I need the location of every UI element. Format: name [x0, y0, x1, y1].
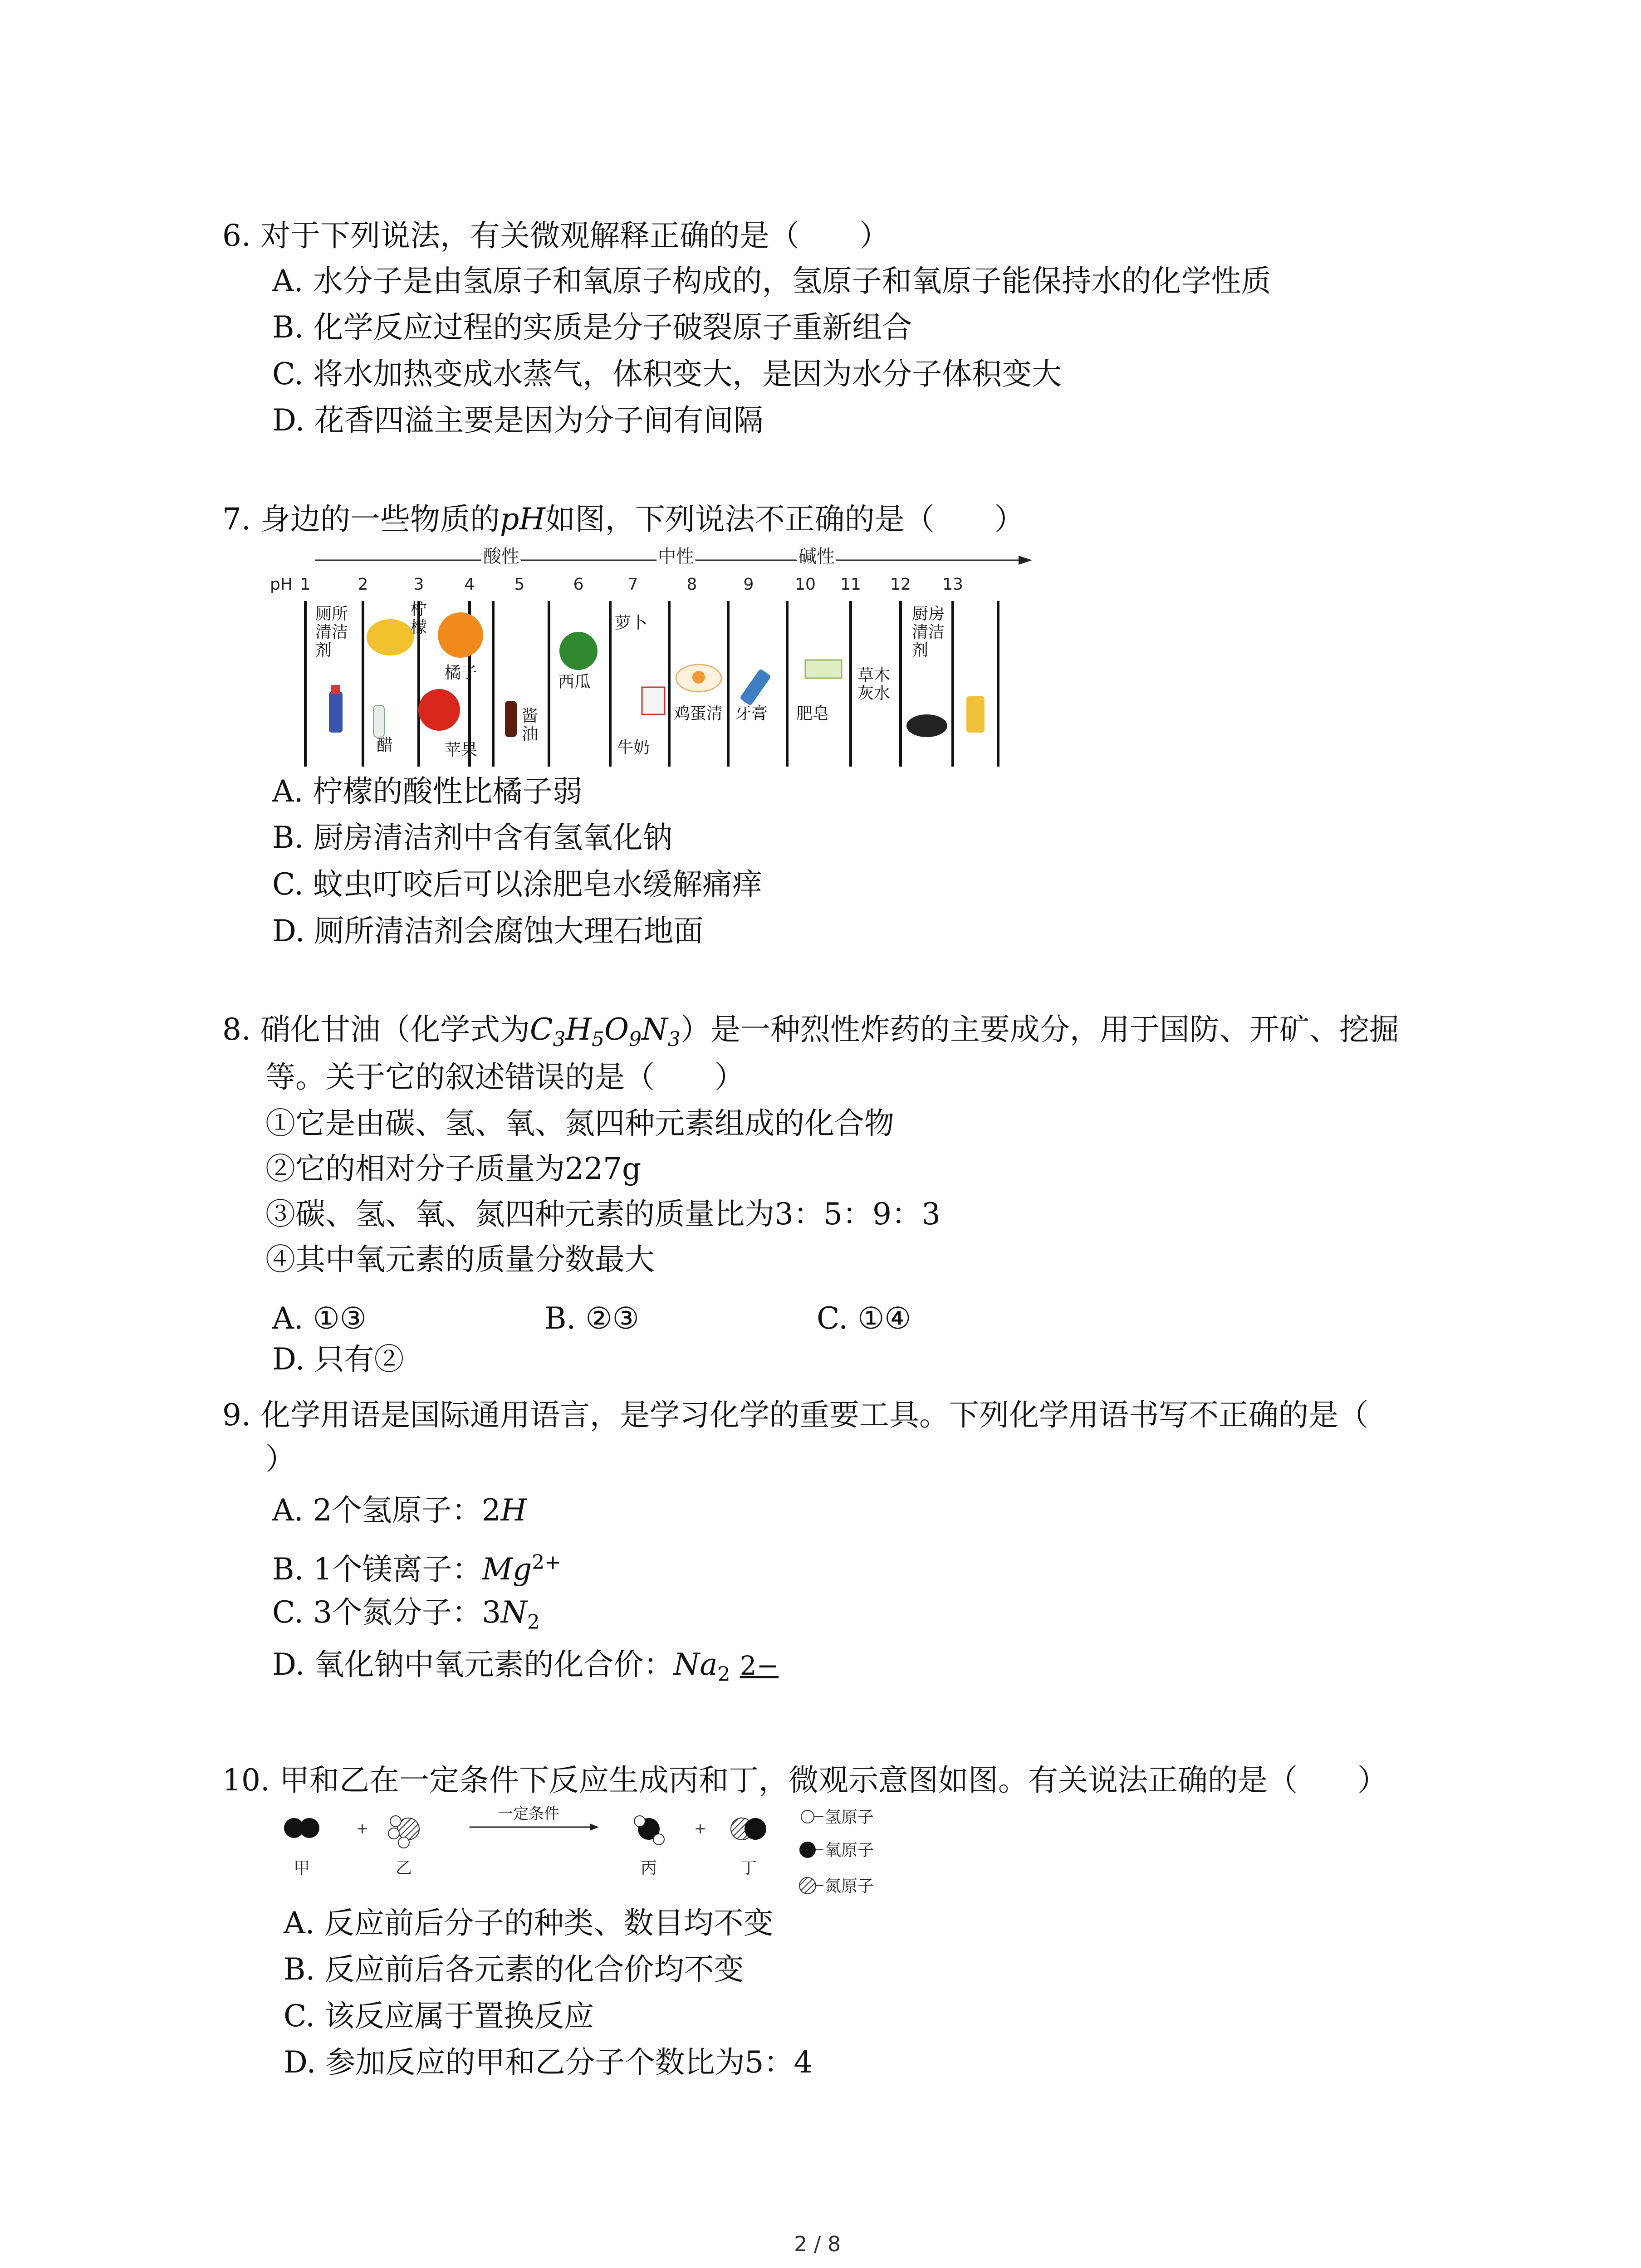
ph-tick-8: 8: [686, 575, 697, 594]
label-yi: 乙: [395, 1859, 412, 1877]
svg-text:+: +: [356, 1820, 368, 1837]
q7-option-a: A. 柠檬的酸性比橘子弱: [272, 774, 583, 809]
q7-stem: 7. 身边的一些物质的pH如图，下列说法不正确的是（ ）: [222, 502, 1024, 537]
q8-option-a: A. ①③: [272, 1301, 367, 1336]
q9-option-a: A. 2个氢原子：2H: [272, 1493, 527, 1528]
ph-tick-12: 12: [890, 575, 911, 594]
label-jia: 甲: [293, 1859, 310, 1877]
ph-item-label: 厨房清洁剂: [912, 605, 945, 660]
ph-tick-2: 2: [358, 575, 368, 594]
legend-nitrogen: 氮原子: [825, 1877, 874, 1896]
ph-item-label: 苹果: [445, 741, 478, 759]
label-bing: 丙: [640, 1859, 657, 1877]
q6-option-d: D. 花香四溢主要是因为分子间有间隔: [272, 403, 764, 438]
q8-statement-1: ①它是由碳、氢、氧、氮四种元素组成的化合物: [265, 1106, 894, 1141]
ph-item-label: 酱油: [522, 707, 539, 743]
legend-hydrogen: 氢原子: [825, 1808, 874, 1827]
ph-tick-3: 3: [413, 575, 424, 594]
ph-tick-5: 5: [514, 575, 525, 594]
q10-option-d: D. 参加反应的甲和乙分子个数比为5：4: [284, 2045, 813, 2080]
ph-tick-6: 6: [573, 575, 584, 594]
ph-tick-11: 11: [840, 575, 861, 594]
ph-tick-1: 1: [300, 575, 311, 594]
ph-tick-7: 7: [627, 575, 638, 594]
q8-option-c: C. ①④: [817, 1301, 911, 1336]
q9-valence: 2−: [740, 1650, 779, 1681]
ph-tick-10: 10: [795, 575, 816, 594]
ph-tick-4: 4: [464, 575, 475, 594]
ph-axis-label: pH: [270, 575, 293, 594]
zone-neutral: 中性: [658, 546, 694, 567]
ph-item-label: 牛奶: [617, 738, 650, 757]
q9-stem-line2: ）: [265, 1442, 295, 1476]
q7-option-b: B. 厨房清洁剂中含有氢氧化钠: [272, 820, 673, 855]
q8-stem: 8. 硝化甘油（化学式为$C_3H_5O_9N_3$）是一种烈性炸药的主要成分，用于国防、开矿、挖掘: [222, 1012, 1399, 1051]
zone-base: 碱性: [798, 546, 835, 567]
q8-statement-4: ④其中氧元素的质量分数最大: [265, 1242, 655, 1277]
q8-options: [272, 1298, 1180, 1380]
reaction-diagram: [272, 1796, 930, 1910]
ph-scale-figure: [265, 542, 1037, 773]
ph-item-label: 厕所清洁剂: [315, 605, 348, 660]
ph-tick-9: 9: [743, 575, 754, 594]
q10-stem: 10. 甲和乙在一定条件下反应生成丙和丁，微观示意图如图。有关说法正确的是（ ）: [222, 1763, 1387, 1798]
q10-option-b: B. 反应前后各元素的化合价均不变: [284, 1952, 744, 1987]
ph-item-label: 肥皂: [796, 704, 829, 723]
q6-option-a: A. 水分子是由氢原子和氧原子构成的，氢原子和氧原子能保持水的化学性质: [272, 264, 1271, 298]
ph-item-label: 草木灰水: [857, 666, 891, 703]
q6-option-b: B. 化学反应过程的实质是分子破裂原子重新组合: [272, 310, 912, 345]
q10-option-c: C. 该反应属于置换反应: [284, 1999, 594, 2033]
reaction-condition: 一定条件: [498, 1805, 559, 1823]
q8-option-d: D. 只有②: [272, 1342, 404, 1377]
q9-option-d: D. 氧化钠中氧元素的化合价：$Na_2$ 2−: [272, 1644, 779, 1695]
ph-item-label: 橘子: [445, 664, 478, 682]
q8-formula: $C_3H_5O_9N_3$: [529, 1012, 681, 1051]
ph-item-label: 醋: [377, 736, 393, 755]
zone-acid: 酸性: [483, 546, 519, 567]
q8-statement-2: ②它的相对分子质量为227g: [265, 1151, 642, 1186]
ph-item-label: 柠檬: [411, 600, 427, 637]
page-number: 2 / 8: [794, 2232, 841, 2256]
q6-stem: 6. 对于下列说法，有关微观解释正确的是（ ）: [222, 218, 889, 253]
svg-text:+: +: [694, 1820, 706, 1837]
legend-oxygen: 氧原子: [825, 1841, 874, 1860]
ph-item-label: 西瓜: [558, 673, 591, 691]
ph-tick-13: 13: [942, 575, 963, 594]
q9-option-c: C. 3个氮分子：$3N_2$: [272, 1595, 540, 1634]
q6-option-c: C. 将水加热变成水蒸气，体积变大，是因为水分子体积变大: [272, 357, 1062, 391]
q8-statement-3: ③碳、氢、氧、氮四种元素的质量比为3：5：9：3: [265, 1197, 941, 1232]
q9-option-b: B. 1个镁离子：$Mg^{2+}$: [272, 1551, 562, 1587]
q7-option-d: D. 厕所清洁剂会腐蚀大理石地面: [272, 914, 704, 948]
q9-stem: 9. 化学用语是国际通用语言，是学习化学的重要工具。下列化学用语书写不正确的是（: [222, 1398, 1368, 1432]
ph-item-label: 鸡蛋清: [674, 704, 723, 723]
ph-item-label: 牙膏: [735, 704, 768, 723]
label-ding: 丁: [740, 1859, 757, 1877]
q10-option-a: A. 反应前后分子的种类、数目均不变: [284, 1906, 774, 1941]
q8-option-b: B. ②③: [544, 1301, 639, 1336]
q7-option-c: C. 蚊虫叮咬后可以涂肥皂水缓解痛痒: [272, 867, 763, 902]
ph-item-label: 萝卜: [615, 614, 648, 632]
q8-stem-line2: 等。关于它的叙述错误的是（ ）: [265, 1060, 745, 1095]
